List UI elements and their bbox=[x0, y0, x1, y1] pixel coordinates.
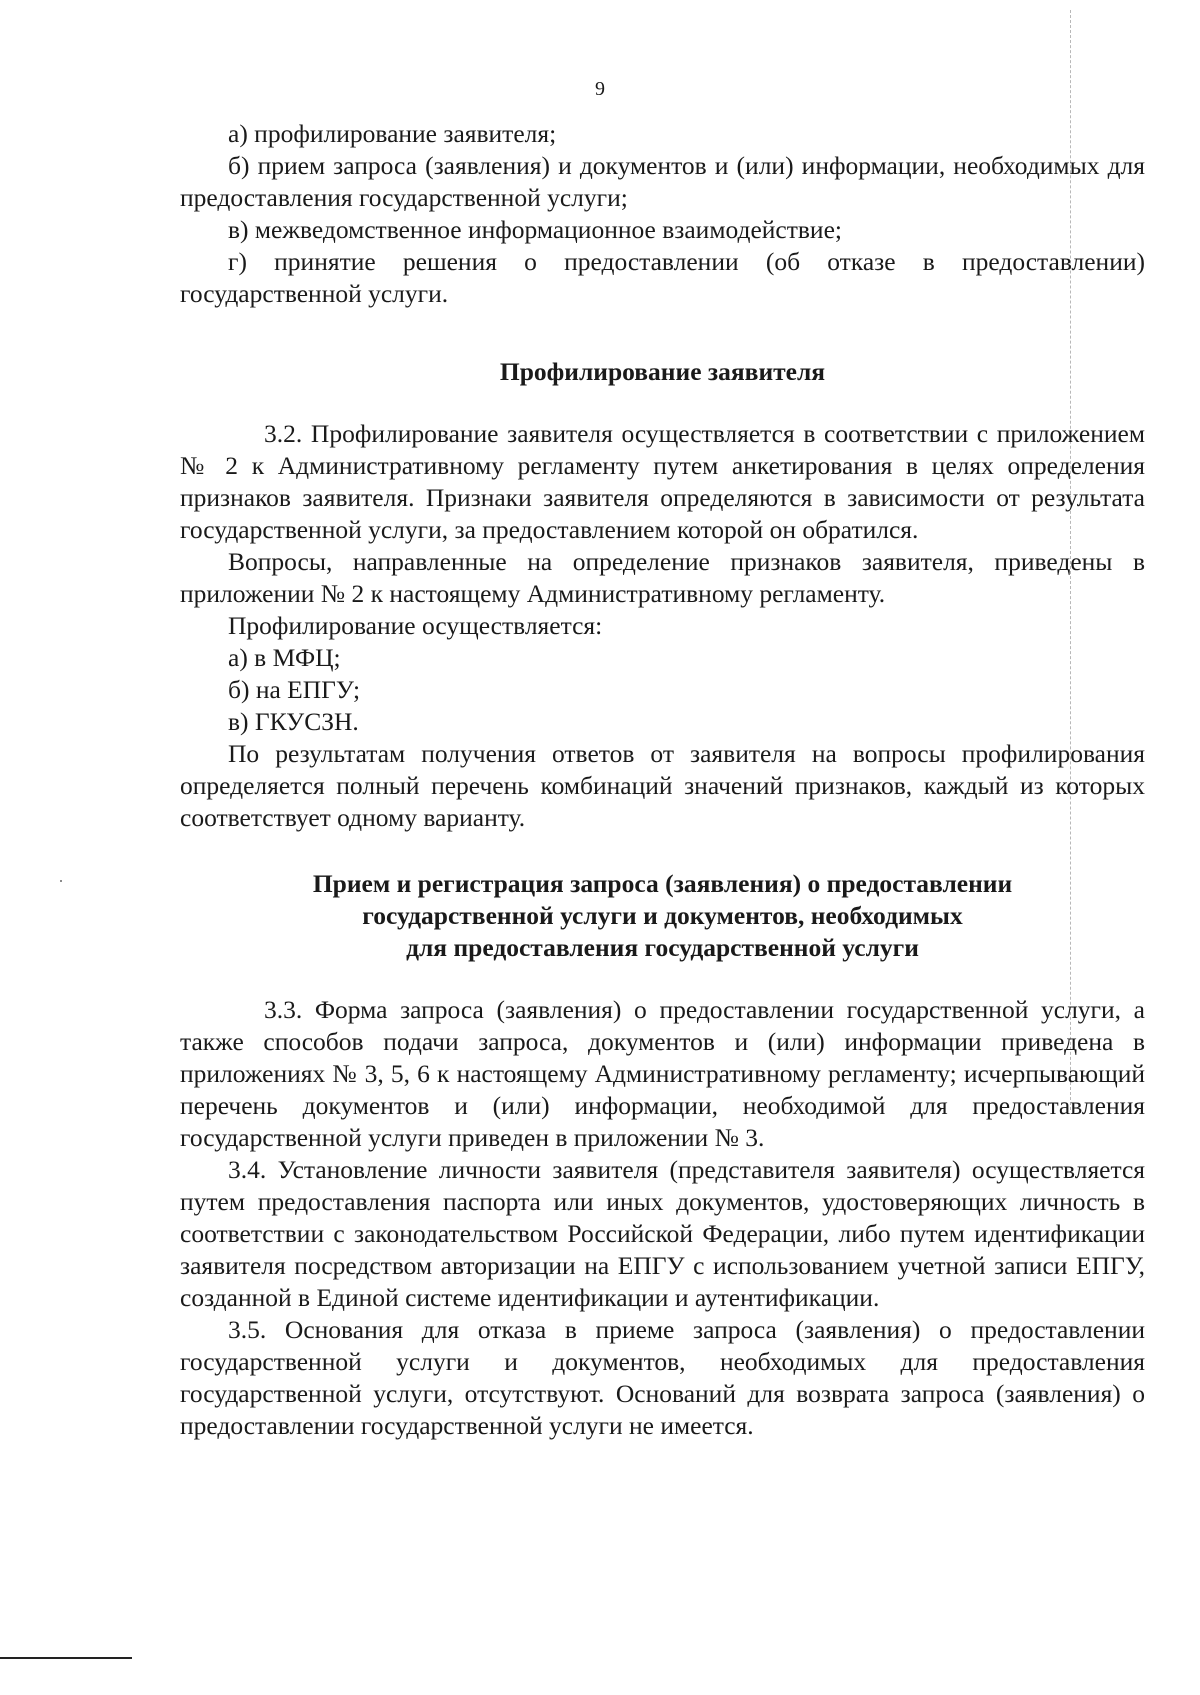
list-item-b: б) прием запроса (заявления) и документов и (или) информации, необходимых для предоставления государственной услуги; bbox=[180, 151, 1145, 212]
profiling-item-mfc: а) в МФЦ; bbox=[228, 643, 341, 672]
heading-line-1: Прием и регистрация запроса (заявления) о предоставлении bbox=[312, 869, 1013, 898]
profiling-item-gkuszn: в) ГКУСЗН. bbox=[228, 707, 359, 736]
paragraph-3-2: 3.2. Профилирование заявителя осуществляется в соответствии с приложением № 2 к Административному регламенту путем анкетирования в целях определения признаков заявителя. Признаки заявителя определяются в зависимости от результата государственной услуги, за предоставлением которой он обратился. bbox=[180, 419, 1145, 544]
paragraph-3-3: 3.3. Форма запроса (заявления) о предоставлении государственной услуги, а также способов подачи запроса, документов и (или) информации приведена в приложениях № 3, 5, 6 к настоящему Административному регламенту; исчерпывающий перечень документов и (или) информации, необходимой для предоставления государственной услуги приведен в приложении № 3. bbox=[180, 995, 1145, 1152]
paragraph-results: По результатам получения ответов от заявителя на вопросы профилирования определяется полный перечень комбинаций значений признаков, каждый из которых соответствует одному варианту. bbox=[180, 739, 1145, 832]
heading-line-3: для предоставления государственной услуги bbox=[406, 933, 919, 962]
scan-speck bbox=[60, 880, 62, 882]
paragraph-3-5: 3.5. Основания для отказа в приеме запроса (заявления) о предоставлении государственной услуги и документов, необходимых для предоставления государственной услуги, отсутствуют. Оснований для возврата запроса (заявления) о предоставлении государственной услуги не имеется. bbox=[180, 1315, 1145, 1440]
section-heading-reception bbox=[180, 868, 1145, 964]
heading-line-2: государственной услуги и документов, необходимых bbox=[362, 901, 963, 930]
paragraph-questions: Вопросы, направленные на определение признаков заявителя, приведены в приложении № 2 к настоящему Административному регламенту. bbox=[180, 547, 1145, 608]
profiling-item-epgu: б) на ЕПГУ; bbox=[228, 675, 361, 704]
list-item-a: а) профилирование заявителя; bbox=[228, 119, 557, 148]
document-body bbox=[180, 118, 1145, 1442]
paragraph-profiling-intro: Профилирование осуществляется: bbox=[228, 611, 603, 640]
paragraph-3-4: 3.4. Установление личности заявителя (представителя заявителя) осуществляется путем предоставления паспорта или иных документов, удостоверяющих личность в соответствии с законодательством Российской Федерации, либо путем идентификации заявителя посредством авторизации на ЕПГУ с использованием учетной записи ЕПГУ, созданной в Единой системе идентификации и аутентификации. bbox=[180, 1155, 1145, 1312]
footnote-rule bbox=[0, 1657, 132, 1659]
section-heading-profiling: Профилирование заявителя bbox=[499, 357, 826, 386]
list-item-v: в) межведомственное информационное взаимодействие; bbox=[228, 215, 842, 244]
list-item-g: г) принятие решения о предоставлении (об отказе в предоставлении) государственной услуги. bbox=[180, 247, 1145, 308]
page-number: 9 bbox=[595, 78, 605, 100]
